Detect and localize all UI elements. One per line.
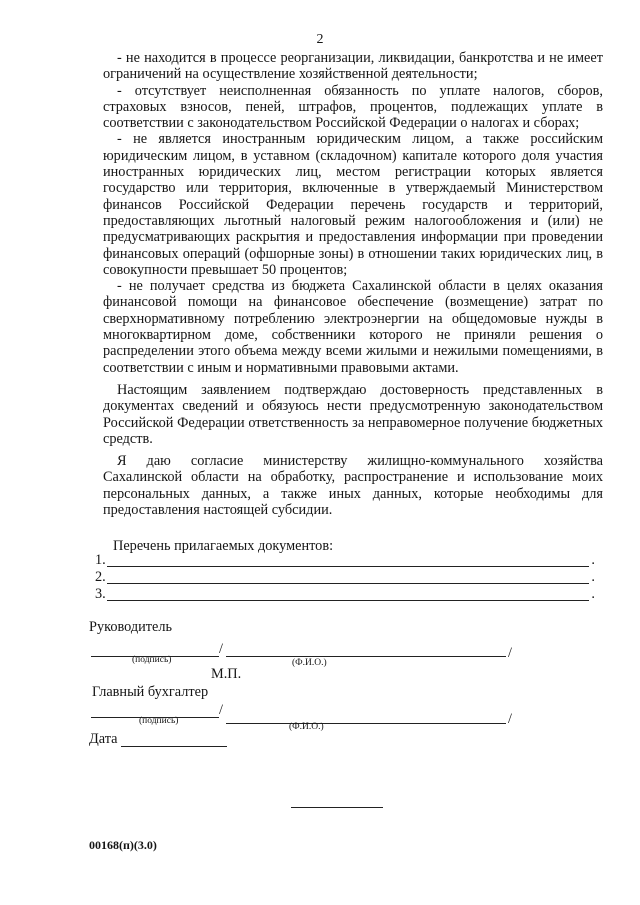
accountant-slash-end: / [508,711,512,727]
bottom-divider [291,807,383,808]
document-item-2[interactable] [95,569,595,585]
paragraph-budget-funds: - не получает средства из бюджета Сахалинской области в целях оказания финансовой помощи на финансовое обеспечение (возмещение) затрат по сверхнормативному потреблению электроэнергии на общедомовые нужды в многоквартирном доме, собственники которого не приняли решения о распределении этого объема между всеми жилыми и нежилыми помещениями, в соответствии с иным и нормативными правовыми актами. [103,278,603,376]
date-label: Дата [89,731,118,747]
accountant-name-line[interactable] [226,723,506,724]
paragraph-consent: Я даю согласие министерству жилищно-коммунального хозяйства Сахалинской области на обработку, распространение и использование моих персональных данных, а также иных данных, которые необходимы для предоставления настоящей субсидии. [103,453,603,519]
head-slash: / [219,641,223,657]
document-body [103,50,603,518]
head-name-line[interactable] [226,656,506,657]
document-item-number: 2. [95,569,106,585]
document-item-end: . [591,552,595,568]
document-item-end: . [591,569,595,585]
accountant-slash: / [219,702,223,718]
page-number: 2 [316,32,324,47]
document-item-underline [107,583,589,584]
documents-list-title: Перечень прилагаемых документов: [113,538,334,554]
document-item-end: . [591,586,595,602]
document-item-underline [107,600,589,601]
stamp-label: М.П. [211,666,242,682]
head-signature-caption: (подпись) [132,655,172,665]
form-code: 00168(п)(3.0) [89,838,157,852]
document-item-number: 1. [95,552,106,568]
paragraph-tax-obligations: - отсутствует неисполненная обязанность по уплате налогов, сборов, страховых взносов, пеней, штрафов, процентов, подлежащих уплате в соответствии с законодательством Российской Федерации о налогах и сборах; [103,82,603,132]
document-item-1[interactable] [95,552,595,568]
head-name-caption: (Ф.И.О.) [292,658,327,668]
date-line[interactable] [121,746,227,747]
paragraph-foreign-entity: - не является иностранным юридическим лицом, а также российским юридическим лицом, в уставном (складочном) капитале которого доля участия иностранных юридических лиц, местом регистрации которых является государство или территория, включенные в утверждаемый Министерством финансов Российской Федерации перечень государств и территорий, предоставляющих льготный налоговый режим налогообложения и (или) не предусматривающих раскрытия и предоставления информации при проведении финансовых операций (офшорные зоны) в отношении таких юридических лиц, в совокупности превышает 50 процентов; [103,131,603,278]
accountant-signature-caption: (подпись) [139,716,179,726]
accountant-label: Главный бухгалтер [92,684,209,700]
paragraph-confirmation: Настоящим заявлением подтверждаю достоверность представленных в документах сведений и обязуюсь нести предусмотренную законодательством Российской Федерации ответственность за неправомерное получение бюджетных средств. [103,381,603,447]
document-item-underline [107,566,589,567]
accountant-name-caption: (Ф.И.О.) [289,722,324,732]
head-label: Руководитель [89,619,173,635]
head-slash-end: / [508,645,512,661]
document-item-3[interactable] [95,586,595,602]
document-item-number: 3. [95,586,106,602]
paragraph-reorganization: - не находится в процессе реорганизации, ликвидации, банкротства и не имеет ограничений на осуществление хозяйственной деятельности; [103,50,603,83]
